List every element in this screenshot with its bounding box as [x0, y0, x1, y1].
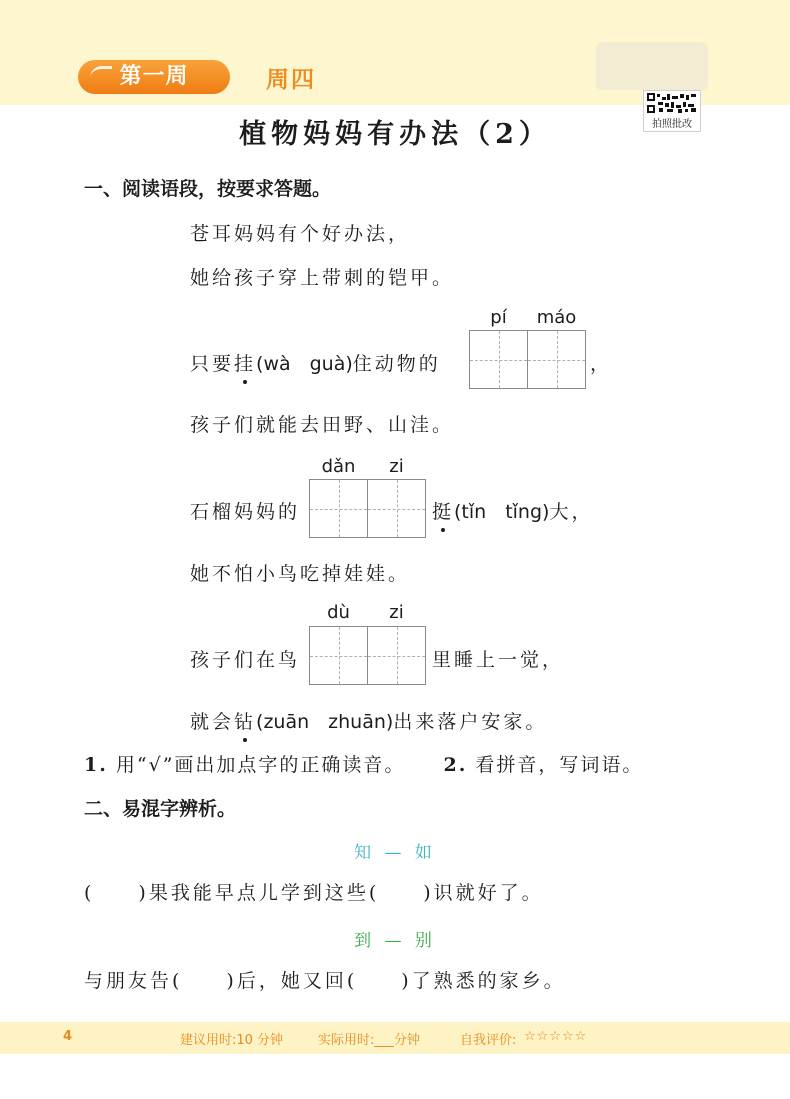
- writing-cell[interactable]: [368, 479, 426, 538]
- pinyin-label: máo: [536, 307, 577, 328]
- page-title: 植物妈妈有办法（2）: [239, 119, 551, 150]
- writing-cell[interactable]: [528, 330, 586, 389]
- writing-box-pimao[interactable]: [469, 330, 586, 388]
- suggested-time: 建议用时:10 分钟: [180, 1033, 284, 1048]
- passage-line-8: [190, 707, 547, 734]
- question-number: 2.: [443, 754, 468, 776]
- dotted-character: 挺: [432, 497, 454, 524]
- week-badge: 第一周: [78, 60, 230, 94]
- pinyin-label: dù: [327, 602, 350, 623]
- actual-time[interactable]: 实际用时:___分钟: [318, 1033, 420, 1048]
- question-1: 用“√”画出加点字的正确读音。: [115, 754, 406, 776]
- reading-choice[interactable]: (zuān zhuān): [256, 711, 394, 733]
- writing-cell[interactable]: [309, 479, 368, 538]
- page-number: 4: [63, 1029, 73, 1044]
- text-fragment: 大，: [549, 501, 594, 523]
- text-fragment: 只要: [190, 353, 235, 375]
- question-line: [84, 750, 643, 777]
- passage-line-3: [190, 349, 441, 376]
- reading-choice[interactable]: (tǐn tǐng): [454, 501, 550, 523]
- punctuation: ，: [590, 353, 613, 375]
- passage-line-7-tail: 里睡上一觉，: [432, 649, 565, 671]
- writing-box-duzi[interactable]: [309, 626, 426, 684]
- pinyin-label: zi: [389, 602, 404, 623]
- reading-choice[interactable]: (wà guà): [256, 353, 353, 375]
- qr-label: 拍照批改: [652, 119, 692, 130]
- rating-stars-icon[interactable]: ☆☆☆☆☆: [524, 1029, 588, 1044]
- passage-line-5: 石榴妈妈的: [190, 501, 301, 523]
- writing-cell[interactable]: [309, 626, 368, 685]
- fill-sentence-2[interactable]: 与朋友告( )后，她又回( )了熟悉的家乡。: [84, 970, 566, 992]
- passage-line-2: 她给孩子穿上带刺的铠甲。: [190, 267, 455, 289]
- writing-cell[interactable]: [368, 626, 426, 685]
- text-fragment: 就会: [190, 711, 235, 733]
- text-fragment: 住动物的: [352, 353, 441, 375]
- pinyin-label: dǎn: [321, 456, 356, 477]
- dotted-character: 钻: [234, 707, 256, 734]
- passage-line-4: 孩子们就能去田野、山洼。: [190, 414, 455, 436]
- fill-sentence-1[interactable]: ( )果我能早点儿学到这些( )识就好了。: [84, 882, 544, 904]
- passage-line-1: 苍耳妈妈有个好办法，: [190, 223, 411, 245]
- passage-line-6: 她不怕小鸟吃掉娃娃。: [190, 563, 411, 585]
- passage-line-5-tail: [432, 497, 593, 524]
- question-2: 看拼音，写词语。: [475, 754, 644, 776]
- pinyin-label: pí: [490, 307, 507, 328]
- writing-cell[interactable]: [469, 330, 528, 389]
- confusable-pair-2: 到 — 别: [354, 931, 436, 951]
- question-number: 1.: [84, 754, 108, 776]
- pinyin-label: zi: [389, 456, 404, 477]
- self-eval-label: 自我评价:: [460, 1033, 517, 1048]
- day-label: 周四: [266, 67, 316, 93]
- section2-heading: 二、易混字辨析。: [84, 798, 237, 820]
- text-fragment: 出来落户安家。: [393, 711, 548, 733]
- dotted-character: 挂: [234, 349, 256, 376]
- passage-line-7: 孩子们在鸟: [190, 649, 301, 671]
- footer-bar: [0, 1022, 790, 1054]
- header-decoration: [596, 42, 708, 90]
- writing-box-danzi[interactable]: [309, 479, 426, 537]
- confusable-pair-1: 知 — 如: [354, 843, 436, 863]
- qr-code-icon: [647, 93, 697, 113]
- section1-heading: 一、阅读语段，按要求答题。: [84, 178, 332, 200]
